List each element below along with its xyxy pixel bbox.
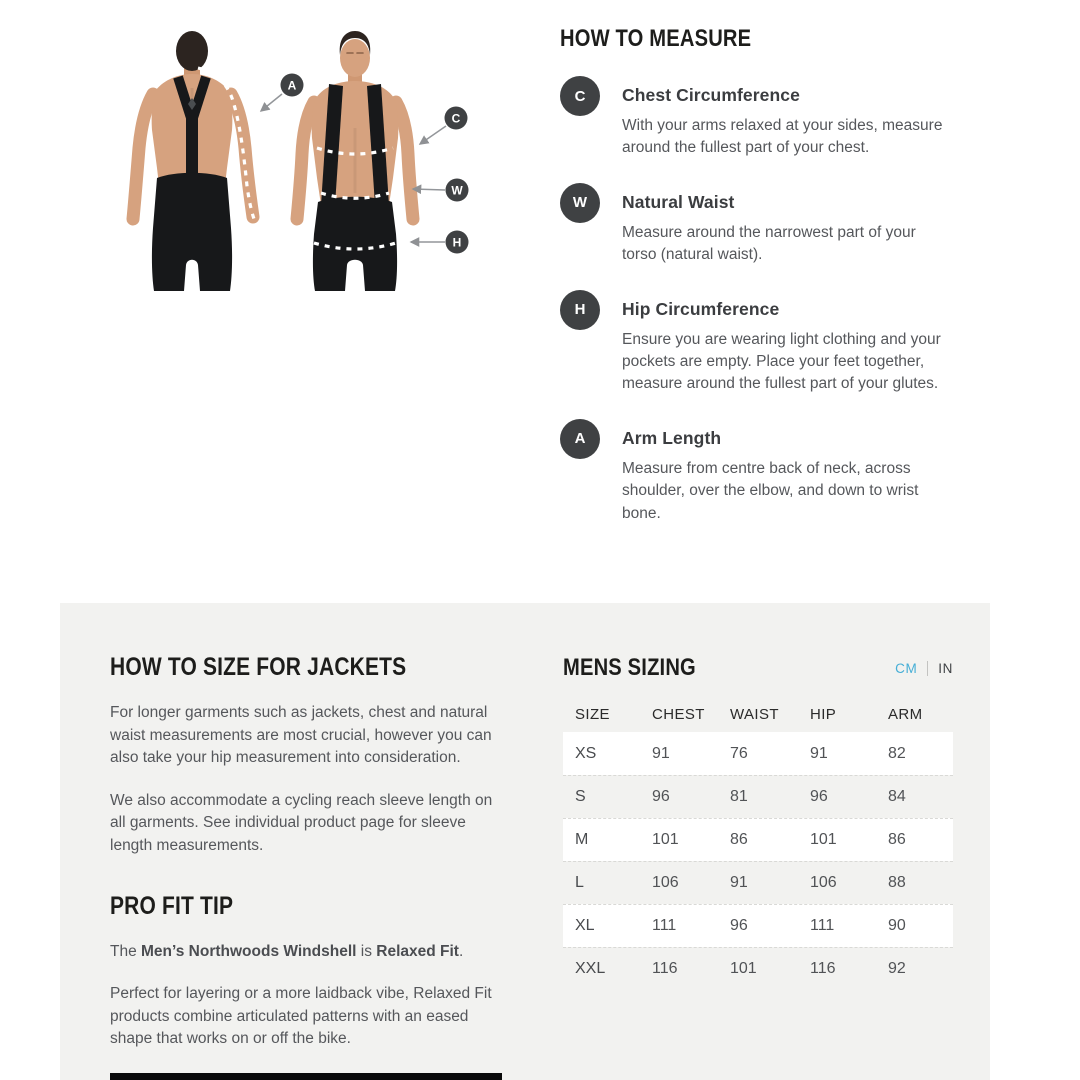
table-cell-arm: 82 bbox=[888, 744, 906, 762]
chest-badge-icon: C bbox=[560, 76, 600, 116]
measure-item-title: Natural Waist bbox=[622, 191, 735, 212]
table-row-xxl bbox=[563, 947, 953, 990]
table-cell-waist: 76 bbox=[730, 744, 748, 762]
pro-fit-tip-title: PRO FIT TIP bbox=[110, 891, 234, 920]
table-cell-arm: 86 bbox=[888, 831, 906, 848]
table-cell-waist: 91 bbox=[730, 874, 748, 891]
table-cell-hip: 101 bbox=[810, 831, 837, 848]
mens-sizing-title: MENS SIZING bbox=[563, 654, 696, 681]
table-cell-hip: 106 bbox=[810, 874, 837, 891]
measure-item-chest bbox=[560, 76, 952, 160]
table-cell-arm: 90 bbox=[888, 917, 906, 934]
table-cell-arm: 84 bbox=[888, 788, 906, 805]
marker-a-badge bbox=[281, 74, 304, 97]
table-cell-hip: 96 bbox=[810, 788, 828, 805]
table-cell-chest: 116 bbox=[652, 960, 678, 977]
model-front-view bbox=[297, 31, 413, 291]
pro-fit-sentence: The Men’s Northwoods Windshell is Relaxed Fit. bbox=[110, 942, 464, 960]
table-cell-waist: 101 bbox=[730, 960, 757, 977]
table-cell-chest: 91 bbox=[652, 744, 670, 762]
arm-badge-icon: A bbox=[560, 419, 600, 459]
hip-badge-icon: H bbox=[560, 290, 600, 330]
marker-w-badge bbox=[446, 179, 469, 202]
unit-in-button[interactable]: IN bbox=[938, 660, 953, 676]
measure-item-title: Hip Circumference bbox=[622, 298, 780, 319]
table-cell-size: M bbox=[575, 831, 589, 848]
table-cell-hip: 111 bbox=[810, 917, 835, 934]
svg-text:C: C bbox=[451, 111, 461, 126]
measure-item-title: Chest Circumference bbox=[622, 85, 800, 105]
fit-type: Relaxed Fit bbox=[376, 942, 459, 960]
table-row-l bbox=[563, 861, 953, 904]
table-cell-waist: 86 bbox=[730, 831, 748, 848]
how-to-measure-title: HOW TO MEASURE bbox=[560, 25, 752, 52]
svg-text:A: A bbox=[287, 78, 297, 93]
measure-item-arm bbox=[560, 419, 952, 525]
measure-item-hip bbox=[560, 290, 952, 396]
how-to-size-title: HOW TO SIZE FOR JACKETS bbox=[110, 653, 407, 681]
mens-sizing-table bbox=[563, 697, 953, 990]
table-row-xl bbox=[563, 904, 953, 947]
table-cell-size: L bbox=[575, 874, 584, 891]
table-cell-arm: 92 bbox=[888, 960, 906, 977]
table-row-xs bbox=[563, 732, 953, 775]
sizing-panel bbox=[60, 603, 990, 1080]
measure-item-title: Arm Length bbox=[622, 427, 722, 448]
jacket-sizing-column bbox=[110, 652, 512, 1051]
how-to-measure-section bbox=[560, 24, 952, 548]
table-cell-size: S bbox=[575, 788, 586, 805]
measure-item-description: Measure around the narrowest part of your torso (natural waist). bbox=[622, 223, 916, 264]
jacket-sizing-paragraph: We also accommodate a cycling reach sleeve length on all garments. See individual product page for sleeve length measurements. bbox=[110, 791, 493, 854]
model-back-view bbox=[133, 31, 254, 291]
measure-item-description: With your arms relaxed at your sides, measure around the fullest part of your chest. bbox=[622, 117, 943, 157]
column-header-size: SIZE bbox=[575, 705, 610, 723]
table-cell-size: XL bbox=[575, 917, 595, 934]
table-cell-arm: 88 bbox=[888, 874, 906, 891]
table-cell-chest: 106 bbox=[652, 874, 679, 891]
table-cell-size: XS bbox=[575, 744, 597, 762]
column-header-hip: HIP bbox=[810, 705, 837, 723]
table-cell-waist: 81 bbox=[730, 788, 748, 805]
bib-shorts-models-illustration bbox=[120, 28, 482, 294]
table-cell-size: XXL bbox=[575, 960, 606, 977]
product-name: Men’s Northwoods Windshell bbox=[141, 942, 357, 960]
unit-cm-button[interactable]: CM bbox=[895, 660, 918, 676]
measurement-figure-image bbox=[120, 28, 482, 294]
unit-toggle bbox=[895, 661, 953, 676]
sizing-table-header bbox=[563, 697, 953, 731]
mens-sizing-column bbox=[563, 652, 953, 990]
table-cell-chest: 111 bbox=[652, 917, 677, 934]
pro-fit-paragraph: Perfect for layering or a more laidback vibe, Relaxed Fit products combine articulated patterns with an eased shape that works on or off the bike. bbox=[110, 985, 492, 1048]
sizing-table-body bbox=[563, 732, 953, 990]
section-divider-bar bbox=[110, 1073, 502, 1080]
table-row-m bbox=[563, 818, 953, 861]
table-cell-chest: 96 bbox=[652, 788, 670, 805]
column-header-waist: WAIST bbox=[730, 705, 779, 723]
measure-item-description: Measure from centre back of neck, across shoulder, over the elbow, and down to wrist bone. bbox=[622, 459, 919, 522]
table-row-s bbox=[563, 775, 953, 818]
marker-c-badge bbox=[445, 107, 468, 130]
measure-item-waist bbox=[560, 183, 952, 267]
unit-toggle-divider bbox=[927, 661, 928, 676]
table-cell-chest: 101 bbox=[652, 831, 679, 848]
marker-h-badge bbox=[446, 231, 469, 254]
waist-badge-icon: W bbox=[560, 183, 600, 223]
column-header-arm: ARM bbox=[888, 705, 923, 723]
jacket-sizing-paragraph: For longer garments such as jackets, chest and natural waist measurements are most crucial, however you can also take your hip measurement into consideration. bbox=[110, 704, 492, 767]
table-cell-hip: 116 bbox=[810, 960, 836, 977]
column-header-chest: CHEST bbox=[652, 705, 705, 723]
table-cell-hip: 91 bbox=[810, 744, 828, 762]
measure-list bbox=[560, 76, 952, 525]
svg-text:H: H bbox=[452, 235, 462, 250]
svg-text:W: W bbox=[451, 183, 463, 198]
measure-item-description: Ensure you are wearing light clothing and your pockets are empty. Place your feet together, measure around the fullest part of your glutes. bbox=[622, 330, 941, 393]
table-cell-waist: 96 bbox=[730, 917, 748, 934]
